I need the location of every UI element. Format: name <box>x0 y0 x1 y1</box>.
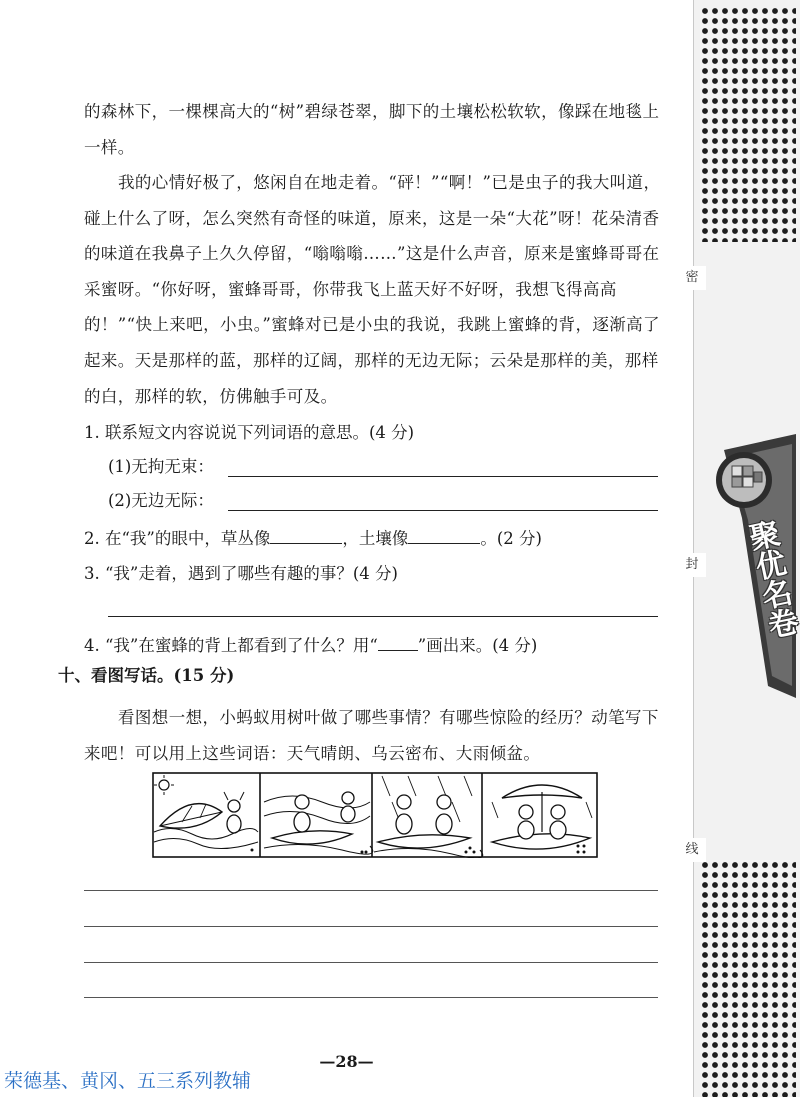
dot-pattern-bottom <box>700 860 796 1097</box>
question-1a-label: (1)无拘无束： <box>108 457 214 476</box>
seal-mark-xian: 线 <box>678 838 706 862</box>
writing-line-2[interactable] <box>84 926 658 927</box>
question-2-text-c: 。(2 分) <box>480 529 542 548</box>
answer-blank-grass[interactable] <box>270 525 342 544</box>
writing-line-4[interactable] <box>84 997 658 998</box>
panel-2-image <box>264 792 373 854</box>
seal-mark-mi: 密 <box>678 266 706 290</box>
picture-sequence <box>152 772 598 858</box>
brand-title: 聚优名卷 <box>740 517 800 642</box>
answer-line-1a[interactable] <box>228 476 658 477</box>
publisher-footer: 荣德基、黄冈、五三系列教辅 <box>4 1070 252 1092</box>
question-1b-label: (2)无边无际： <box>108 491 214 510</box>
passage-paragraph-2: 我的心情好极了，悠闲自在地走着。“砰！”“啊！”已是虫子的我大叫道，碰上什么了呀，怎么突然有奇怪的味道，原来，这是一朵“大花”呀！花朵清香的味道在我鼻子上久久停留，“嗡嗡嗡……”这是什么声音，原来是蜜蜂哥哥在采蜜呀。“你好呀，蜜蜂哥哥，你带我飞上蓝天好不好呀，我想飞得高高的！”“快上来吧，小虫。”蜜蜂对已是小虫的我说，我跳上蜜蜂的背，逐渐高了起来。天是那样的蓝，那样的辽阔，那样的无边无际；云朵是那样的美，那样的白，那样的软，仿佛触手可及。 <box>84 173 661 406</box>
question-4 <box>84 632 537 658</box>
question-4-text-a: 4. “我”在蜜蜂的背上都看到了什么？用“ <box>84 636 378 655</box>
panel-1-image <box>154 775 258 852</box>
writing-line-1[interactable] <box>84 890 658 891</box>
answer-line-3[interactable] <box>108 616 658 617</box>
seal-mark-feng: 封 <box>678 553 706 577</box>
passage-paragraph-1: 的森林下，一棵棵高大的“树”碧绿苍翠，脚下的土壤松松软软，像踩在地毯上一样。 <box>84 102 660 157</box>
question-3: 3. “我”走着，遇到了哪些有趣的事？(4 分) <box>84 564 398 583</box>
question-2-text-a: 2. 在“我”的眼中，草丛像 <box>84 529 271 548</box>
section-10-prompt: 看图想一想，小蚂蚁用树叶做了哪些事情？有哪些惊险的经历？动笔写下来吧！可以用上这些词语：天气晴朗、乌云密布、大雨倾盆。 <box>84 708 659 763</box>
question-4-text-b: ”画出来。(4 分) <box>417 636 538 655</box>
question-2-text-b: ，土壤像 <box>342 529 409 548</box>
question-1: 1. 联系短文内容说说下列词语的意思。(4 分) <box>84 423 415 442</box>
writing-line-3[interactable] <box>84 962 658 963</box>
answer-blank-soil[interactable] <box>408 525 480 544</box>
question-2 <box>84 525 542 551</box>
panel-4-image <box>492 785 592 854</box>
answer-line-1b[interactable] <box>228 510 658 511</box>
page-number: —28— <box>319 1052 374 1071</box>
dot-pattern-top <box>700 6 796 242</box>
underline-sample <box>378 632 418 651</box>
panel-3-image <box>374 776 483 858</box>
section-10-title: 十、看图写话。(15 分) <box>58 666 235 685</box>
